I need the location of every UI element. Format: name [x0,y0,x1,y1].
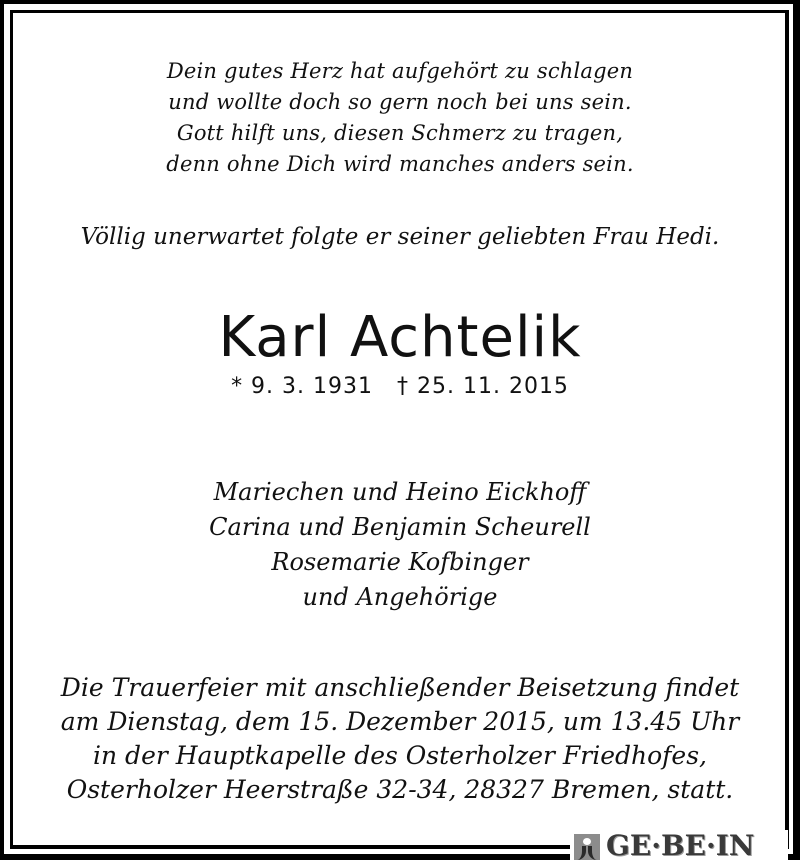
mourner-entry: Rosemarie Kofbinger [271,548,529,576]
funeral-info-line: am Dienstag, dem 15. Dezember 2015, um 13.45 Uhr [60,707,740,736]
mourner-entry: und Angehörige [302,583,498,611]
publisher-logo [570,830,788,860]
funeral-info-line: Osterholzer Heerstraße 32-34, 28327 Bremen, statt. [66,775,734,804]
person-silhouette-icon [574,834,600,860]
intro-text: Völlig unerwartet folgte er seiner geliebten Frau Hedi. [80,224,720,250]
funeral-info-line: in der Hauptkapelle des Osterholzer Friedhofes, [93,741,707,770]
verse-line: denn ohne Dich wird manches anders sein. [166,152,634,176]
mourner-entry: Carina und Benjamin Scheurell [209,513,591,541]
verse-line: Dein gutes Herz hat aufgehört zu schlagen [166,59,634,83]
deceased-name: Karl Achtelik [218,305,582,370]
logo-text: GE·BE·IN [606,829,755,862]
life-dates: * 9. 3. 1931 † 25. 11. 2015 [231,374,569,399]
mourner-entry: Mariechen und Heino Eickhoff [213,478,587,506]
verse-line: und wollte doch so gern noch bei uns sein. [168,90,632,114]
verse-line: Gott hilft uns, diesen Schmerz zu tragen, [176,121,624,145]
funeral-info-line: Die Trauerfeier mit anschließender Beisetzung findet [60,673,740,702]
